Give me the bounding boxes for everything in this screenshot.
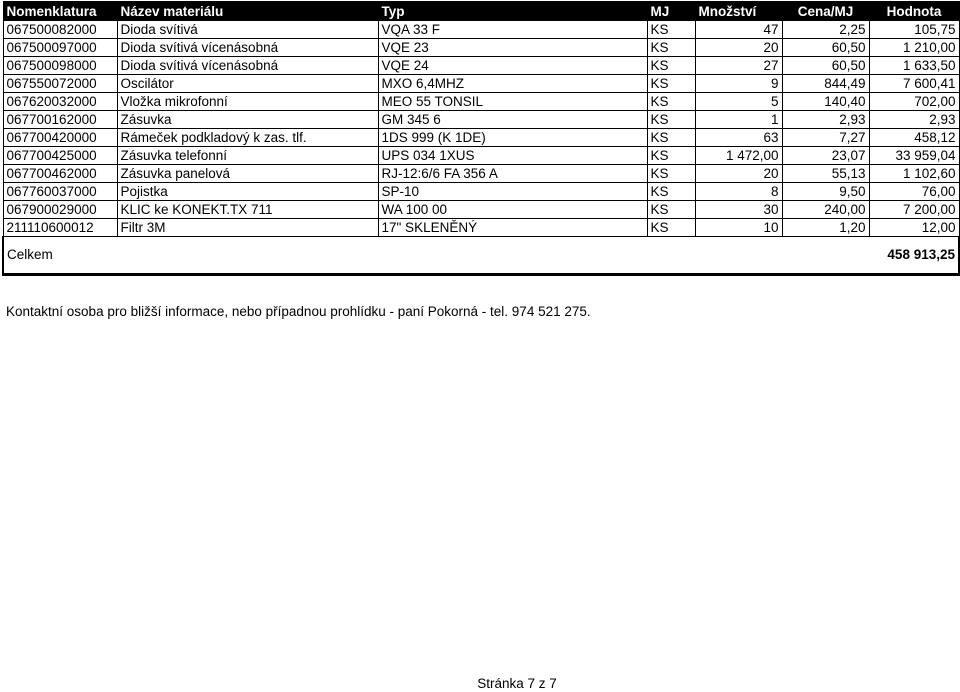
cell-nomenklatura: 067700462000 xyxy=(3,165,117,183)
cell-hodnota: 1 633,50 xyxy=(869,57,959,75)
cell-mj: KS xyxy=(647,111,695,129)
cell-typ: VQE 24 xyxy=(378,57,647,75)
cell-hodnota: 76,00 xyxy=(869,183,959,201)
contact-note: Kontaktní osoba pro bližší informace, nebo případnou prohlídku - paní Pokorná - tel. 974 521 275. xyxy=(6,304,591,319)
table-row xyxy=(3,129,959,147)
col-header-nomenklatura: Nomenklatura xyxy=(3,2,117,21)
total-value: 458 913,25 xyxy=(869,237,959,275)
cell-cena: 2,93 xyxy=(782,111,869,129)
cell-mj: KS xyxy=(647,147,695,165)
cell-typ: UPS 034 1XUS xyxy=(378,147,647,165)
cell-hodnota: 7 200,00 xyxy=(869,201,959,219)
cell-mj: KS xyxy=(647,129,695,147)
cell-mj: KS xyxy=(647,57,695,75)
cell-cena: 60,50 xyxy=(782,57,869,75)
cell-typ: GM 345 6 xyxy=(378,111,647,129)
cell-mnozstvi: 63 xyxy=(695,129,782,147)
cell-mj: KS xyxy=(647,93,695,111)
col-header-typ: Typ xyxy=(378,2,647,21)
cell-cena: 140,40 xyxy=(782,93,869,111)
cell-mnozstvi: 1 472,00 xyxy=(695,147,782,165)
cell-mnozstvi: 47 xyxy=(695,21,782,39)
cell-mj: KS xyxy=(647,165,695,183)
cell-mj: KS xyxy=(647,75,695,93)
table-row xyxy=(3,183,959,201)
table-row xyxy=(3,219,959,237)
table-row xyxy=(3,39,959,57)
table-row xyxy=(3,201,959,219)
cell-mnozstvi: 5 xyxy=(695,93,782,111)
materials-table xyxy=(2,1,960,276)
cell-nazev: Rámeček podkladový k zas. tlf. xyxy=(117,129,378,147)
cell-cena: 55,13 xyxy=(782,165,869,183)
cell-mj: KS xyxy=(647,201,695,219)
cell-hodnota: 12,00 xyxy=(869,219,959,237)
cell-hodnota: 7 600,41 xyxy=(869,75,959,93)
cell-nazev: Zásuvka xyxy=(117,111,378,129)
cell-mnozstvi: 1 xyxy=(695,111,782,129)
page-number: Stránka 7 z 7 xyxy=(477,676,557,691)
cell-nazev: Vložka mikrofonní xyxy=(117,93,378,111)
cell-hodnota: 1 102,60 xyxy=(869,165,959,183)
cell-nomenklatura: 067500098000 xyxy=(3,57,117,75)
cell-nomenklatura: 067550072000 xyxy=(3,75,117,93)
cell-nazev: Zásuvka panelová xyxy=(117,165,378,183)
cell-nazev: KLIC ke KONEKT.TX 711 xyxy=(117,201,378,219)
col-header-nazev: Název materiálu xyxy=(117,2,378,21)
cell-typ: 17" SKLENĚNÝ xyxy=(378,219,647,237)
cell-mnozstvi: 10 xyxy=(695,219,782,237)
cell-nomenklatura: 067700162000 xyxy=(3,111,117,129)
cell-nomenklatura: 067500097000 xyxy=(3,39,117,57)
cell-cena: 240,00 xyxy=(782,201,869,219)
cell-mnozstvi: 8 xyxy=(695,183,782,201)
cell-typ: SP-10 xyxy=(378,183,647,201)
cell-typ: MXO 6,4MHZ xyxy=(378,75,647,93)
cell-mnozstvi: 27 xyxy=(695,57,782,75)
cell-cena: 23,07 xyxy=(782,147,869,165)
col-header-mj: MJ xyxy=(647,2,695,21)
cell-mj: KS xyxy=(647,39,695,57)
cell-cena: 1,20 xyxy=(782,219,869,237)
cell-cena: 9,50 xyxy=(782,183,869,201)
cell-nazev: Zásuvka telefonní xyxy=(117,147,378,165)
cell-nazev: Oscilátor xyxy=(117,75,378,93)
table-row xyxy=(3,93,959,111)
cell-nomenklatura: 067760037000 xyxy=(3,183,117,201)
cell-nomenklatura: 067700425000 xyxy=(3,147,117,165)
cell-typ: VQE 23 xyxy=(378,39,647,57)
cell-hodnota: 1 210,00 xyxy=(869,39,959,57)
cell-cena: 60,50 xyxy=(782,39,869,57)
cell-cena: 7,27 xyxy=(782,129,869,147)
cell-nomenklatura: 067900029000 xyxy=(3,201,117,219)
cell-hodnota: 702,00 xyxy=(869,93,959,111)
cell-typ: 1DS 999 (K 1DE) xyxy=(378,129,647,147)
cell-typ: VQA 33 F xyxy=(378,21,647,39)
cell-nomenklatura: 067700420000 xyxy=(3,129,117,147)
table-row xyxy=(3,147,959,165)
cell-hodnota: 105,75 xyxy=(869,21,959,39)
cell-typ: WA 100 00 xyxy=(378,201,647,219)
col-header-hodnota: Hodnota xyxy=(869,2,959,21)
cell-nomenklatura: 067500082000 xyxy=(3,21,117,39)
cell-cena: 2,25 xyxy=(782,21,869,39)
cell-nazev: Dioda svítivá vícenásobná xyxy=(117,57,378,75)
cell-nomenklatura: 067620032000 xyxy=(3,93,117,111)
cell-nazev: Dioda svítivá xyxy=(117,21,378,39)
cell-mnozstvi: 9 xyxy=(695,75,782,93)
total-label: Celkem xyxy=(3,237,869,275)
cell-mj: KS xyxy=(647,219,695,237)
cell-typ: RJ-12:6/6 FA 356 A xyxy=(378,165,647,183)
table-row xyxy=(3,165,959,183)
table-header-row xyxy=(3,2,959,21)
cell-mnozstvi: 20 xyxy=(695,39,782,57)
table-row xyxy=(3,21,959,39)
cell-cena: 844,49 xyxy=(782,75,869,93)
cell-mnozstvi: 20 xyxy=(695,165,782,183)
cell-nomenklatura: 211110600012 xyxy=(3,219,117,237)
col-header-cena: Cena/MJ xyxy=(782,2,869,21)
cell-nazev: Pojistka xyxy=(117,183,378,201)
cell-nazev: Dioda svítivá vícenásobná xyxy=(117,39,378,57)
table-body xyxy=(3,21,959,275)
cell-hodnota: 33 959,04 xyxy=(869,147,959,165)
cell-mj: KS xyxy=(647,183,695,201)
cell-typ: MEO 55 TONSIL xyxy=(378,93,647,111)
cell-hodnota: 458,12 xyxy=(869,129,959,147)
cell-mnozstvi: 30 xyxy=(695,201,782,219)
table-row xyxy=(3,57,959,75)
col-header-mnozstvi: Množství xyxy=(695,2,782,21)
total-row xyxy=(3,237,959,275)
table-row xyxy=(3,111,959,129)
table-row xyxy=(3,75,959,93)
cell-hodnota: 2,93 xyxy=(869,111,959,129)
cell-nazev: Filtr 3M xyxy=(117,219,378,237)
cell-mj: KS xyxy=(647,21,695,39)
